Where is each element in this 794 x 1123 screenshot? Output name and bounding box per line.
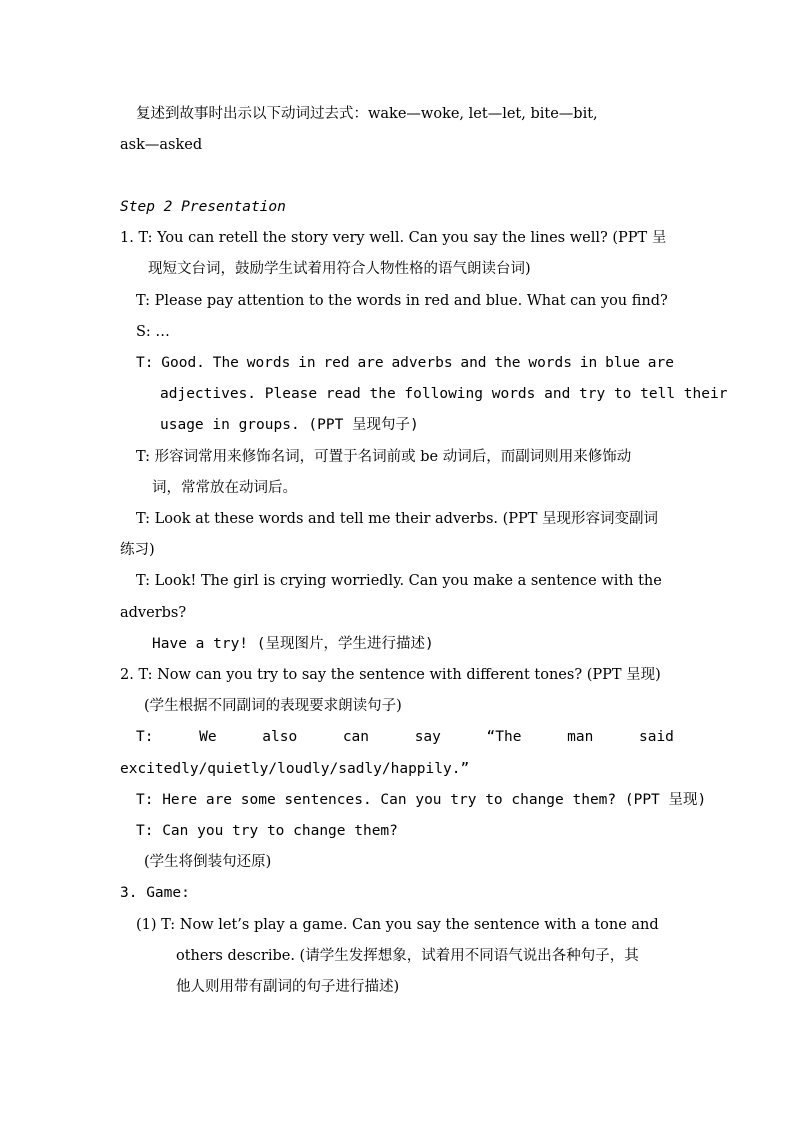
teacher-good-word-1: Good.	[161, 355, 205, 371]
teacher-good-word-7: adverbs	[391, 355, 453, 371]
item1-line-1: 1. T: You can retell the story very well. Can you say the lines well? (PPT 呈	[120, 230, 667, 246]
teacher-explain-line-2: 词，常常放在动词后。	[152, 480, 297, 496]
teacher-good-line-1	[136, 353, 674, 373]
teacher-we-word-7: said	[638, 729, 674, 745]
item3-sub1-line-2: others describe. (请学生发挥想象，试着用不同语气说出各种句子，其	[176, 948, 639, 964]
step-heading: Step 2 Presentation	[120, 199, 286, 215]
teacher-good-word-5: red	[323, 355, 350, 371]
teacher-we-line-2: excitedly/quietly/loudly/sadly/happily.”	[120, 761, 470, 777]
teacher-look-line-2: 练习)	[120, 542, 155, 558]
item2-note-2: (学生将倒装句还原)	[144, 854, 272, 870]
teacher-we-word-4: say	[414, 729, 441, 745]
teacher-good-word-9: the	[494, 355, 521, 371]
teacher-we-word-1: We	[199, 729, 217, 745]
teacher-good-word-4: in	[298, 355, 316, 371]
teacher-we-word-3: can	[342, 729, 370, 745]
teacher-good-word-11: in	[579, 355, 598, 371]
teacher-good-word-2: The	[212, 355, 239, 371]
teacher-good-line-2: adjectives. Please read the following words and try to tell their	[160, 386, 728, 402]
item2-note-1: (学生根据不同副词的表现要求朗读句子)	[144, 698, 402, 714]
teacher-good-word-13: are	[647, 355, 674, 371]
teacher-we-word-6: man	[567, 729, 594, 745]
teacher-look-line-1: T: Look at these words and tell me their adverbs. (PPT 呈现形容词变副词	[136, 511, 659, 527]
teacher-good-word-10: words	[528, 355, 572, 371]
teacher-we-line-1	[136, 727, 674, 747]
teacher-here-line: T: Here are some sentences. Can you try to change them? (PPT 呈现)	[136, 792, 707, 808]
item2-line-1: 2. T: Now can you try to say the sentence with different tones? (PPT 呈现)	[120, 667, 661, 683]
teacher-good-word-0: T:	[136, 355, 154, 371]
item3-sub1-line-3: 他人则用带有副词的句子进行描述)	[176, 979, 400, 995]
teacher-we-word-2: also	[262, 729, 298, 745]
teacher-good-word-3: words	[246, 355, 291, 371]
teacher-crying-line-1: T: Look! The girl is crying worriedly. Can you make a sentence with the	[136, 573, 662, 589]
teacher-explain-line-1: T: 形容词常用来修饰名词，可置于名词前或 be 动词后，而副词则用来修饰动	[136, 449, 632, 465]
teacher-good-word-8: and	[460, 355, 487, 371]
teacher-we-word-5: “The	[486, 729, 522, 745]
teacher-change-line: T: Can you try to change them?	[136, 823, 398, 839]
student-reply-line: S: …	[136, 324, 170, 340]
item3-title: 3. Game:	[120, 885, 190, 901]
item3-sub1-line-1: (1) T: Now let’s play a game. Can you say the sentence with a tone and	[136, 917, 659, 933]
teacher-attention-line: T: Please pay attention to the words in red and blue. What can you find?	[136, 293, 668, 309]
teacher-good-word-6: are	[357, 355, 384, 371]
teacher-we-word-0: T:	[136, 729, 154, 745]
teacher-crying-line-2: adverbs?	[120, 605, 187, 621]
have-a-try-line: Have a try! (呈现图片，学生进行描述)	[152, 636, 434, 652]
teacher-good-line-3: usage in groups. (PPT 呈现句子)	[160, 417, 419, 433]
teacher-good-word-12: blue	[605, 355, 640, 371]
intro-line-2: ask—asked	[120, 137, 203, 153]
intro-line-1: 复述到故事时出示以下动词过去式：wake—woke, let—let, bite—bit,	[136, 106, 598, 122]
item1-line-2: 现短文台词，鼓励学生试着用符合人物性格的语气朗读台词)	[148, 261, 531, 277]
